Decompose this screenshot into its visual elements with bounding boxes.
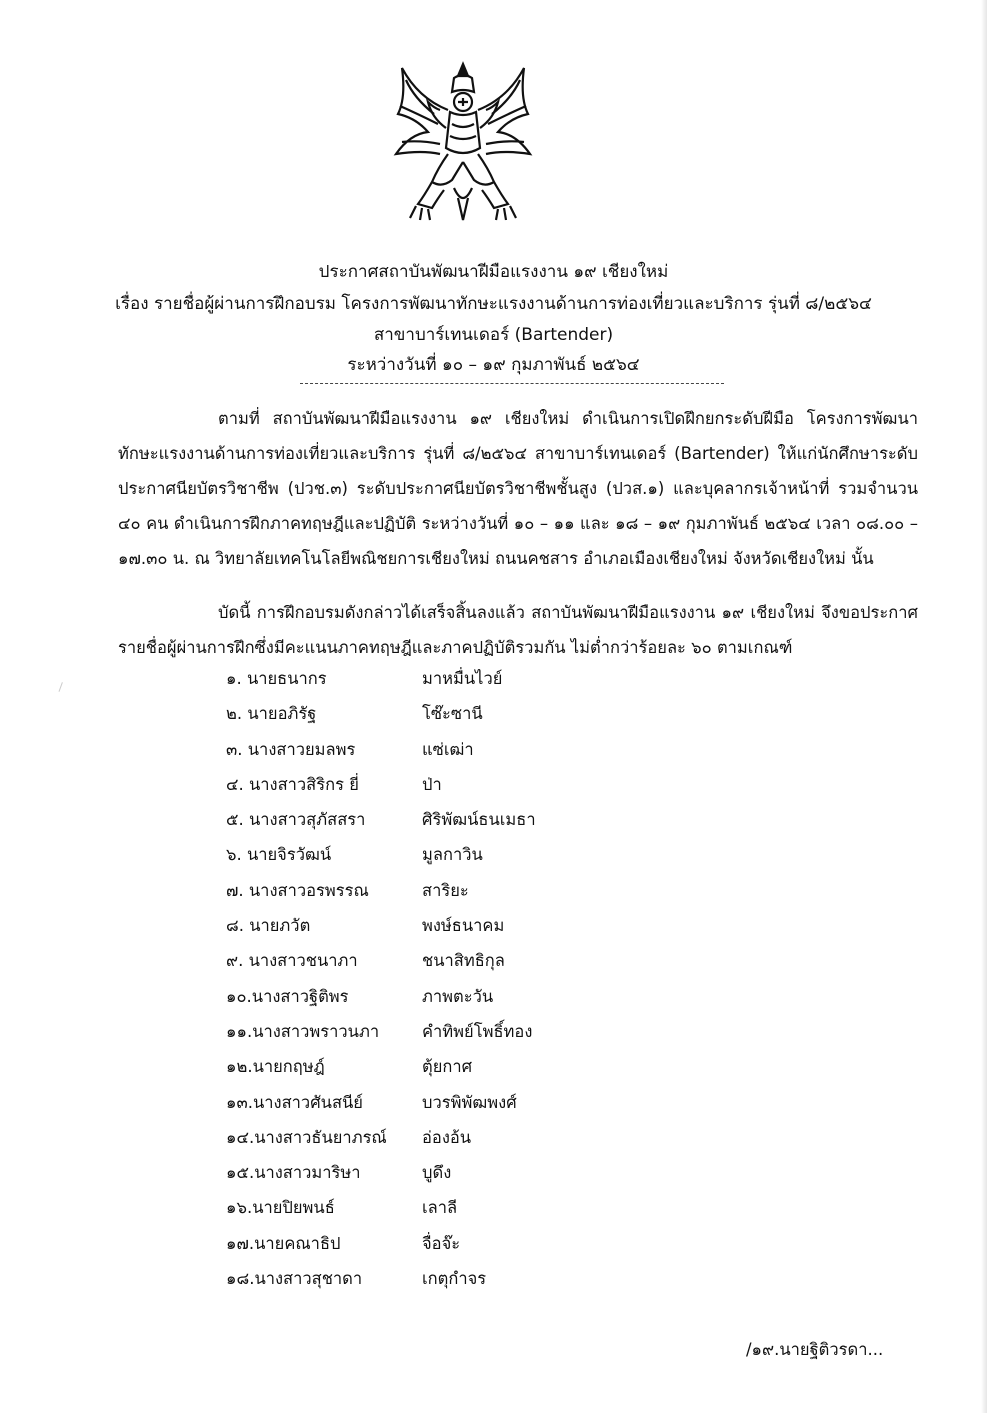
list-item bbox=[226, 1125, 786, 1160]
trainee-surname: โซ๊ะซานี bbox=[422, 704, 483, 724]
announcement-period: ระหว่างวันที่ ๑๐ – ๑๙ กุมภาพันธ์ ๒๕๖๔ bbox=[347, 355, 640, 375]
list-item bbox=[226, 701, 786, 736]
list-item bbox=[226, 1195, 786, 1230]
list-item bbox=[226, 913, 786, 948]
trainee-surname: ศิริพัฒน์ธนเมธา bbox=[422, 810, 536, 830]
list-item bbox=[226, 807, 786, 842]
trainee-surname: มาหมื่นไวย์ bbox=[422, 669, 503, 688]
trainee-surname: ภาพตะวัน bbox=[422, 986, 494, 1006]
trainee-name: ๖. นายจิรวัฒน์ bbox=[226, 845, 332, 865]
list-item bbox=[226, 666, 786, 701]
trainee-name: ๕. นางสาวสุภัสสรา bbox=[226, 810, 366, 830]
page-edge-shadow bbox=[981, 0, 987, 1413]
announcement-branch: สาขาบาร์เทนเดอร์ (Bartender) bbox=[373, 325, 614, 345]
trainee-list bbox=[226, 666, 786, 1301]
list-item bbox=[226, 842, 786, 877]
trainee-surname: ชนาสิทธิกุล bbox=[422, 951, 505, 971]
trainee-surname: ป่า bbox=[422, 774, 442, 794]
trainee-name: ๑. นายธนากร bbox=[226, 669, 327, 688]
list-item bbox=[226, 772, 786, 807]
trainee-surname: บวรพิพัฒพงศ์ bbox=[422, 1092, 517, 1112]
trainee-name: ๗. นางสาวอรพรรณ bbox=[226, 880, 369, 900]
trainee-name: ๒. นายอภิรัฐ bbox=[226, 704, 317, 724]
trainee-name: ๑๕.นางสาวมาริษา bbox=[226, 1163, 361, 1183]
trainee-surname: ตุ้ยกาศ bbox=[422, 1057, 473, 1077]
list-item bbox=[226, 948, 786, 983]
body-paragraph-2: บัดนี้ การฝึกอบรมดังกล่าวได้เสร็จสิ้นลงแล้ว สถาบันพัฒนาฝีมือแรงงาน ๑๙ เชียงใหม่ จึงขอประกาศรายชื่อผู้ผ่านการฝึกซึ่งมีคะแนนภาคทฤษฎีและภาคปฏิบัติรวมกัน ไม่ต่ำกว่าร้อยละ ๖๐ ตามเกณฑ์ bbox=[118, 603, 918, 657]
trainee-surname: จื่อจ๊ะ bbox=[422, 1233, 461, 1253]
list-item bbox=[226, 1054, 786, 1089]
trainee-name: ๑๑.นางสาวพราวนภา bbox=[226, 1021, 380, 1041]
trainee-surname: มูลกาวิน bbox=[422, 845, 483, 865]
trainee-name: ๑๓.นางสาวศันสนีย์ bbox=[226, 1092, 363, 1112]
list-item bbox=[226, 1090, 786, 1125]
list-item bbox=[226, 1231, 786, 1266]
scan-mark bbox=[59, 682, 69, 694]
list-item bbox=[226, 1160, 786, 1195]
list-item bbox=[226, 1019, 786, 1054]
announcement-subject: เรื่อง รายชื่อผู้ผ่านการฝึกอบรม โครงการพัฒนาทักษะแรงงานด้านการท่องเที่ยวและบริการ รุ่นที่ ๘/๒๕๖๔ bbox=[115, 294, 872, 314]
trainee-surname: สาริยะ bbox=[422, 880, 469, 900]
trainee-name: ๑๘.นางสาวสุชาดา bbox=[226, 1269, 363, 1289]
trainee-name: ๙. นางสาวชนาภา bbox=[226, 951, 358, 971]
trainee-name: ๔. นางสาวสิริกร ยี่ bbox=[226, 774, 359, 794]
trainee-surname: อ่องอ้น bbox=[422, 1127, 472, 1147]
trainee-surname: บูดึง bbox=[422, 1163, 452, 1183]
announcement-title: ประกาศสถาบันพัฒนาฝีมือแรงงาน ๑๙ เชียงใหม่ bbox=[318, 262, 669, 282]
trainee-surname: แซ่เฒ่า bbox=[422, 739, 474, 759]
list-item bbox=[226, 1266, 786, 1301]
trainee-name: ๑๗.นายคณาธิป bbox=[226, 1233, 341, 1253]
trainee-surname: เลาลี bbox=[422, 1198, 458, 1218]
trainee-name: ๑๖.นายปิยพนธ์ bbox=[226, 1198, 335, 1218]
trainee-name: ๑๒.นายกฤษฎ์ bbox=[226, 1057, 325, 1077]
trainee-name: ๑๔.นางสาวธันยาภรณ์ bbox=[226, 1127, 387, 1147]
header-divider bbox=[300, 383, 724, 384]
trainee-name: ๑๐.นางสาวฐิติพร bbox=[226, 986, 349, 1006]
trainee-name: ๘. นายภวัต bbox=[226, 916, 311, 936]
trainee-surname: พงษ์ธนาคม bbox=[422, 916, 505, 936]
garuda-emblem-icon bbox=[388, 58, 538, 228]
list-item bbox=[226, 984, 786, 1019]
body-paragraph-1: ตามที่ สถาบันพัฒนาฝีมือแรงงาน ๑๙ เชียงใหม่ ดำเนินการเปิดฝึกยกระดับฝีมือ โครงการพัฒนาทักษะแรงงานด้านการท่องเที่ยวและบริการ รุ่นที่ ๘/๒๕๖๔ สาขาบาร์เทนเดอร์ (Bartender) ให้แก่นักศึกษาระดับประกาศนียบัตรวิชาชีพ (ปวช.๓) ระดับประกาศนียบัตรวิชาชีพชั้นสูง (ปวส.๑) และบุคลากรเจ้าหน้าที่ รวมจำนวน ๔๐ คน ดำเนินการฝึกภาคทฤษฎีและปฏิบัติ ระหว่างวันที่ ๑๐ – ๑๑ และ ๑๘ – ๑๙ กุมภาพันธ์ ๒๕๖๔ เวลา ๐๘.๐๐ – ๑๗.๓๐ น. ณ วิทยาลัยเทคโนโลยีพณิชยการเชียงใหม่ ถนนคชสาร อำเภอเมืองเชียงใหม่ จังหวัดเชียงใหม่ นั้น bbox=[118, 409, 918, 568]
list-item bbox=[226, 737, 786, 772]
continuation-note: /๑๙.นายฐิติวรดา... bbox=[746, 1340, 884, 1359]
trainee-surname: เกตุกำจร bbox=[422, 1269, 487, 1289]
trainee-name: ๓. นางสาวยมลพร bbox=[226, 739, 356, 759]
list-item bbox=[226, 878, 786, 913]
trainee-surname: คำทิพย์โพธิ์ทอง bbox=[422, 1021, 533, 1041]
